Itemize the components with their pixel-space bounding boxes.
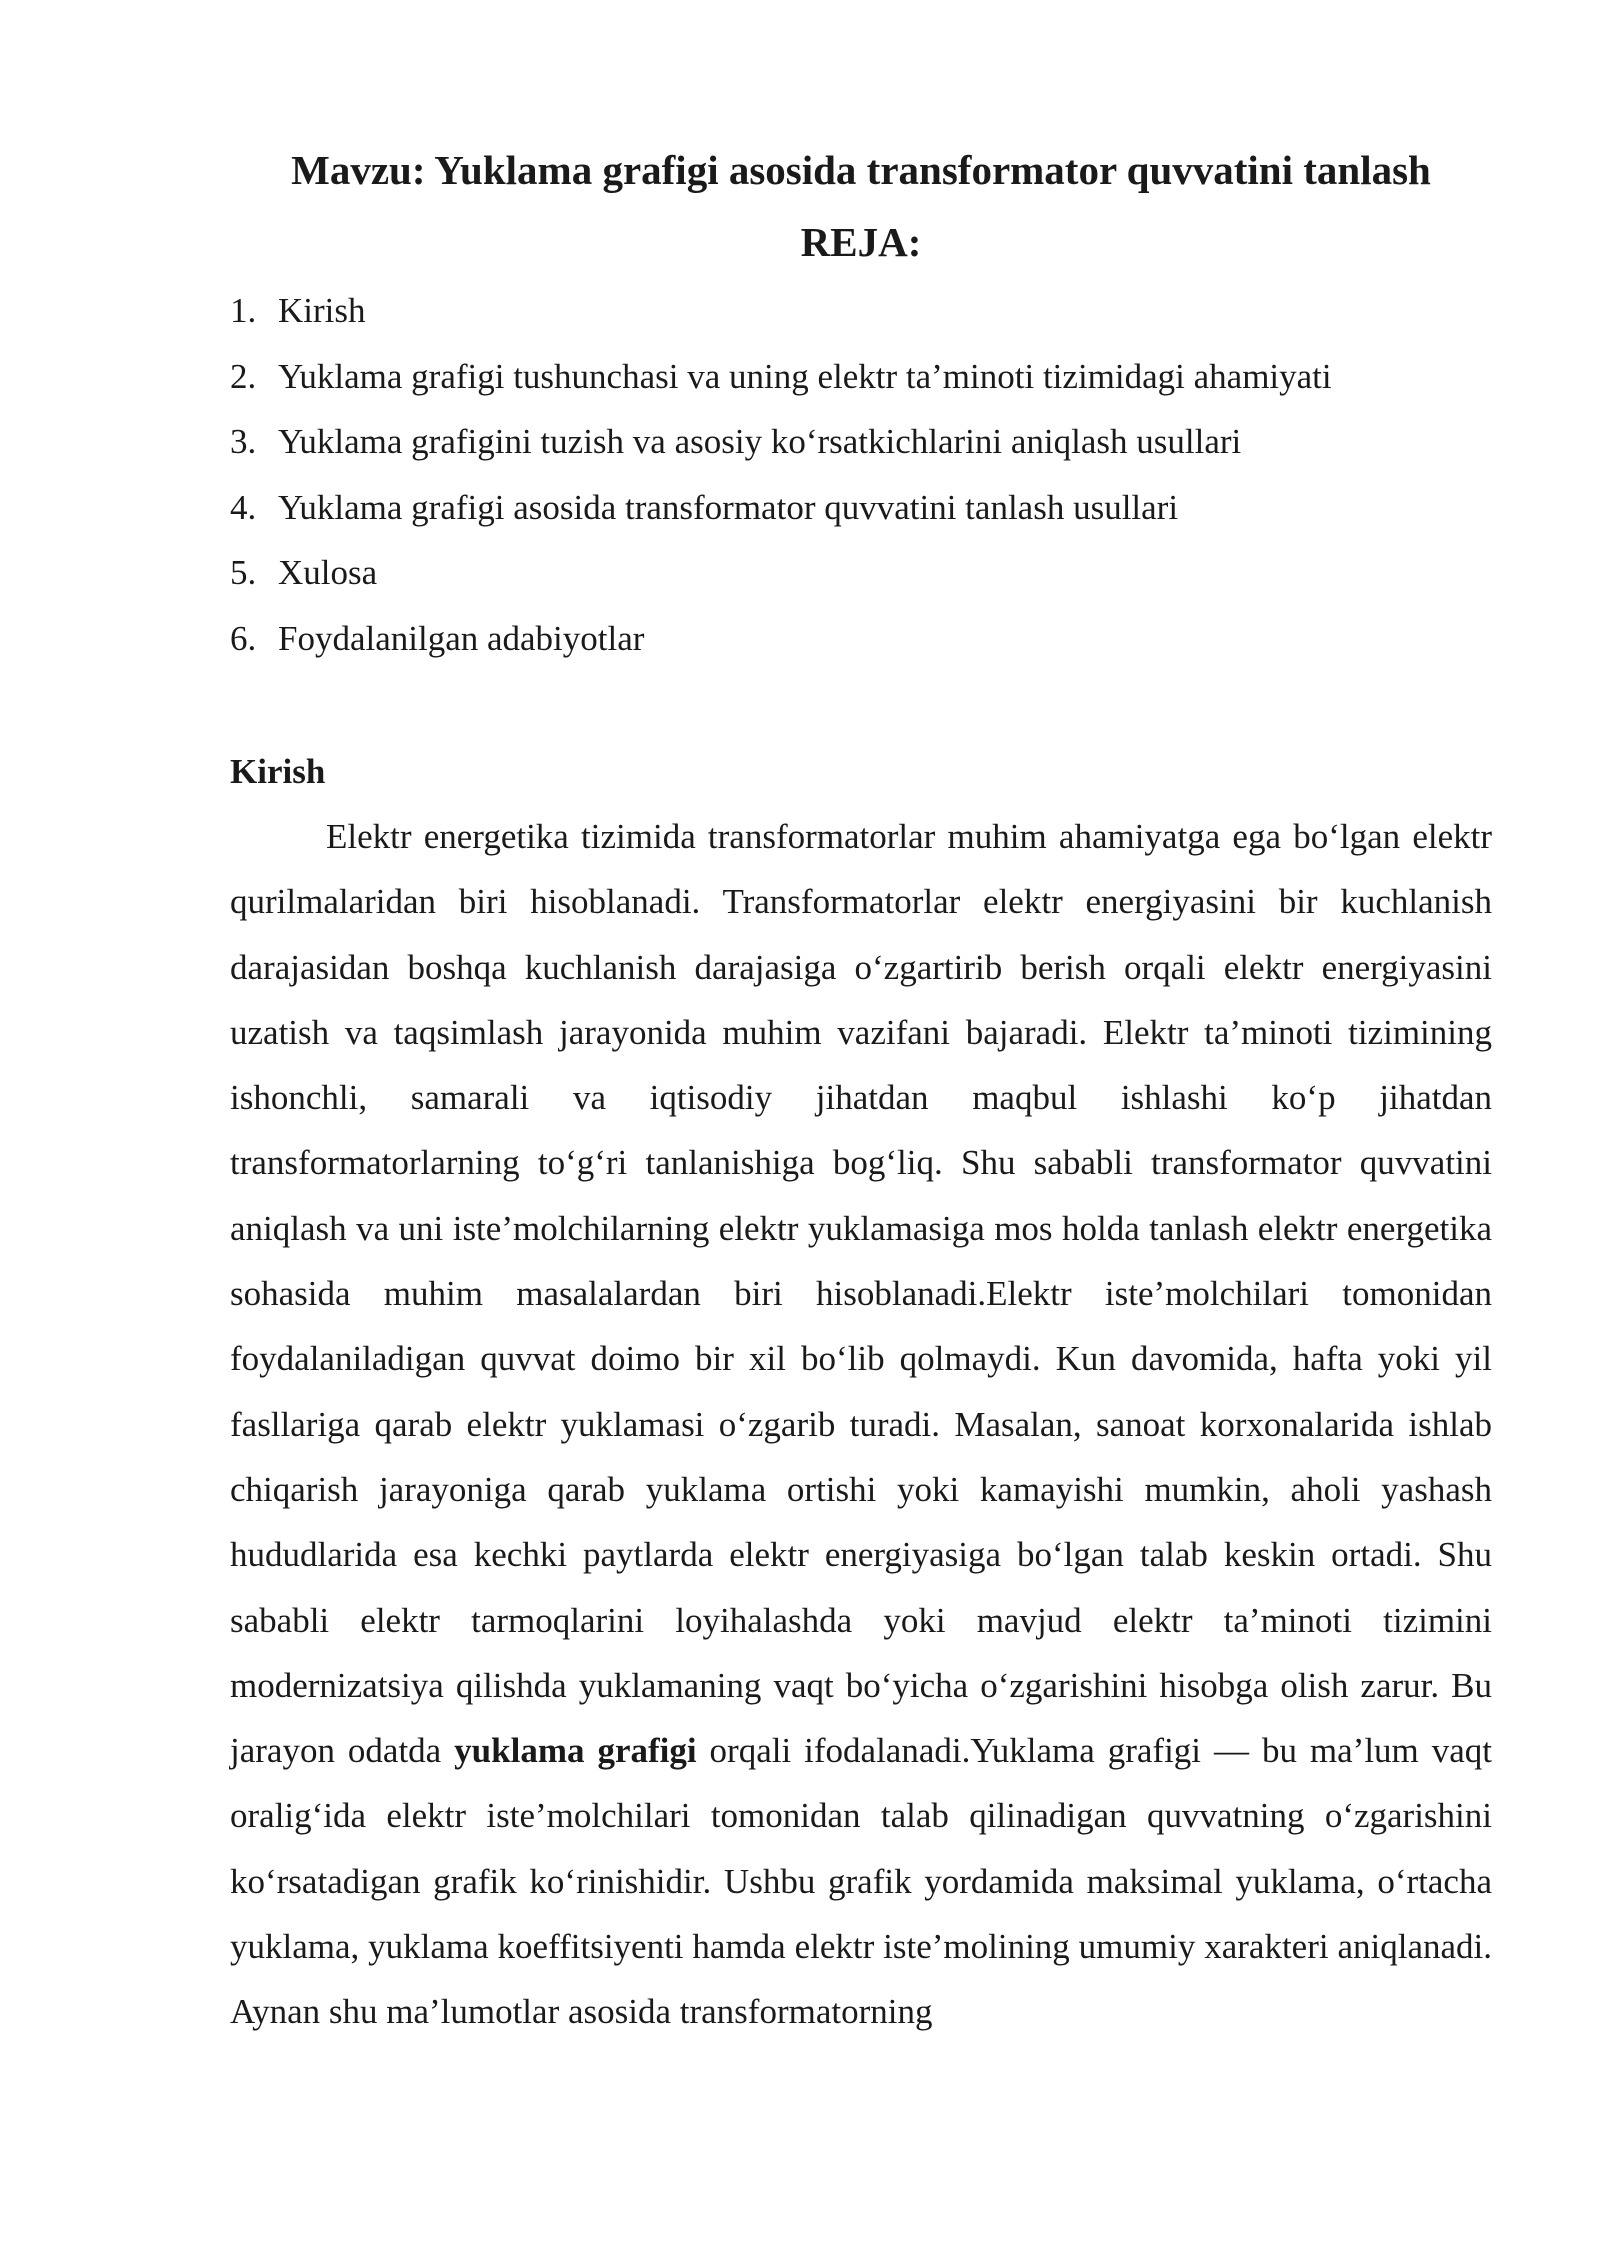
paragraph-text-part2: orqali ifodalanadi.Yuklama grafigi — bu ma’lum vaqt oralig‘ida elektr iste’molchilari tomonidan talab qilinadigan quvvatning o‘zgarishini ko‘rsatadigan grafik ko‘rinishidir. Ushbu grafik yordamida maksimal yuklama, o‘rtacha yuklama, yuklama koeffitsiyenti hamda elektr iste’molining umumiy xarakteri aniqlanadi. Aynan shu ma’lumotlar asosida transformatorning [230,1731,1492,2032]
intro-paragraph [230,804,1492,2045]
document-title: Mavzu: Yuklama grafigi asosida transformator quvvatini tanlash [291,147,1431,193]
plan-item-number: 2. [230,356,257,396]
plan-item [230,278,1492,344]
plan-item-number: 6. [230,618,257,658]
plan-item [230,475,1492,541]
plan-item [230,540,1492,606]
paragraph-bold-term: yuklama grafigi [454,1731,697,1771]
plan-item-text: Yuklama grafigi asosida transformator quvvatini tanlash usullari [278,487,1179,527]
paragraph-text-part1: Elektr energetika tizimida transformatorlar muhim ahamiyatga ega bo‘lgan elektr qurilmalaridan biri hisoblanadi. Transformatorlar elektr energiyasini bir kuchlanish darajasidan boshqa kuchlanish darajasiga o‘zgartirib berish orqali elektr energiyasini uzatish va taqsimlash jarayonida muhim vazifani bajaradi. Elektr ta’minoti tizimining ishonchli, samarali va iqtisodiy jihatdan maqbul ishlashi ko‘p jihatdan transformatorlarning to‘g‘ri tanlanishiga bog‘liq. Shu sababli transformator quvvatini aniqlash va uni iste’molchilarning elektr yuklamasiga mos holda tanlash elektr energetika sohasida muhim masalalardan biri hisoblanadi.Elektr iste’molchilari tomonidan foydalaniladigan quvvat doimo bir xil bo‘lib qolmaydi. Kun davomida, hafta yoki yil fasllariga qarab elektr yuklamasi o‘zgarib turadi. Masalan, sanoat korxonalarida ishlab chiqarish jarayoniga qarab yuklama ortishi yoki kamayishi mumkin, aholi yashash hududlarida esa kechki paytlarda elektr energiyasiga bo‘lgan talab keskin ortadi. Shu sababli elektr tarmoqlarini loyihalashda yoki mavjud elektr ta’minoti tizimini modernizatsiya qilishda yuklamaning vaqt bo‘yicha o‘zgarishini hisobga olish zarur. Bu jarayon odatda [230,817,1492,1771]
section-heading-kirish: Kirish [230,752,326,791]
plan-item [230,344,1492,410]
plan-item [230,409,1492,475]
plan-heading: REJA: [800,219,922,265]
plan-item-number: 5. [230,553,257,592]
plan-item-text: Kirish [278,291,366,330]
plan-item-number: 4. [230,487,257,527]
plan-item-number: 1. [230,291,257,330]
plan-item [230,606,1492,672]
plan-item-text: Yuklama grafigi tushunchasi va uning elektr ta’minoti tizimidagi ahamiyati [278,356,1332,396]
document-page [230,140,1492,2045]
plan-item-text: Foydalanilgan adabiyotlar [278,618,645,658]
plan-item-text: Xulosa [278,553,378,592]
plan-item-number: 3. [230,422,257,461]
plan-list [230,278,1492,671]
plan-item-text: Yuklama grafigini tuzish va asosiy ko‘rsatkichlarini aniqlash usullari [278,422,1242,461]
